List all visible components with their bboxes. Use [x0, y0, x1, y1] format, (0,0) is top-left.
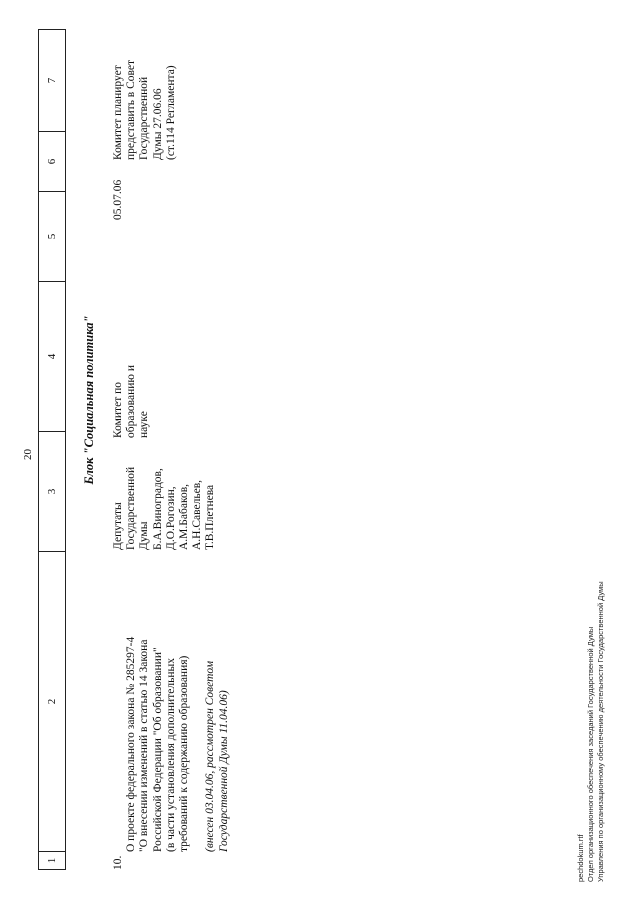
row-number: 10. — [112, 855, 124, 870]
footer-filename: pechdokum.rtf — [576, 834, 585, 882]
page-number: 20 — [22, 449, 34, 460]
footer-department: Отдел организационного обеспечения заседаний Государственной Думы — [586, 626, 595, 882]
bill-title: О проекте федерального закона № 285297-4 "О внесении изменений в статью 14 Закона Российской Федерации "Об образовании" (в части установления дополнительных требований к содержанию образования) — [125, 636, 191, 852]
footer — [576, 362, 606, 882]
column-header-table — [38, 29, 66, 870]
column-number-4: 4 — [39, 282, 66, 432]
column-header-row — [39, 30, 66, 870]
column-number-3: 3 — [39, 432, 66, 552]
section-title: Блок "Социальная политика" — [82, 315, 96, 485]
bill-status: Комитет планирует представить в Совет Государственной Думы 27.06.06 (ст.114 Регламента) — [112, 59, 177, 160]
bill-note: (внесен 03.04.06, рассмотрен Советом Государственной Думы 11.04.06) — [204, 660, 230, 852]
bill-authors: Депутаты Государственной Думы Б.А.Виноградов, Д.О.Рогозин, А.М.Бабаков, А.Н.Савельев, Т.В.Плетнева — [112, 466, 217, 550]
planned-date: 05.07.06 — [112, 179, 124, 220]
column-number-6: 6 — [39, 132, 66, 192]
column-number-7: 7 — [39, 30, 66, 132]
footer-directorate: Управления по организационному обеспечению деятельности Государственной Думы — [596, 581, 605, 882]
responsible-committee: Комитет по образованию и науке — [112, 365, 151, 438]
column-number-2: 2 — [39, 552, 66, 852]
column-number-5: 5 — [39, 192, 66, 282]
column-number-1: 1 — [39, 852, 66, 870]
bill-description — [112, 612, 244, 852]
